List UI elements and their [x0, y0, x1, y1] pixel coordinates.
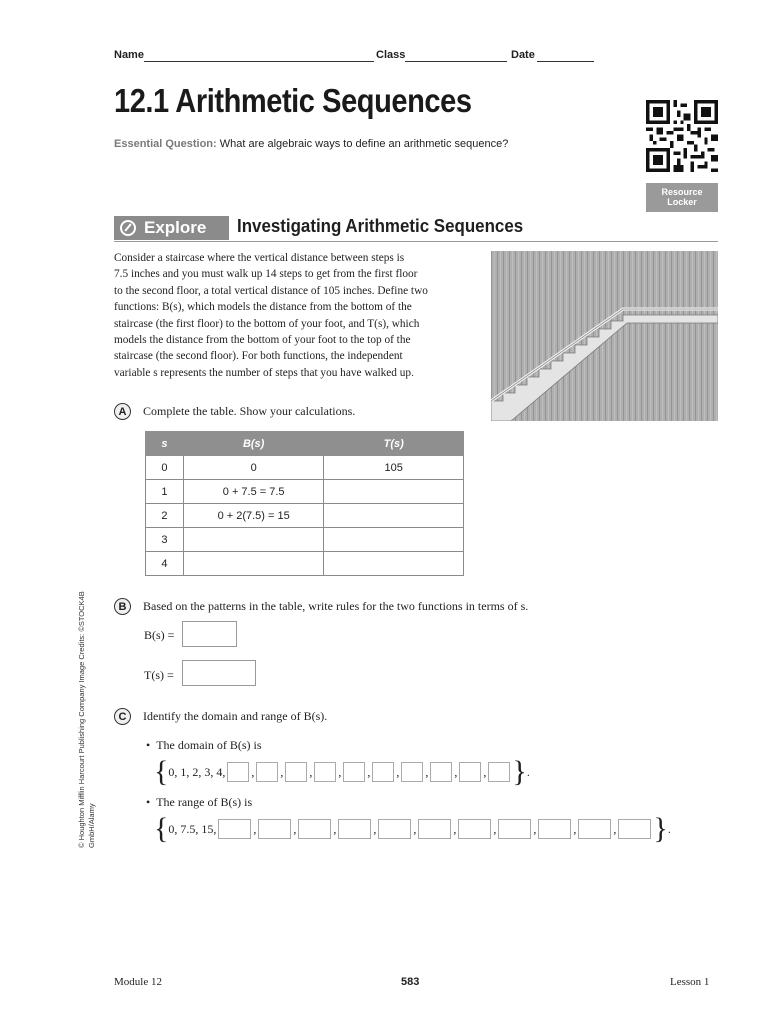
intro-line: functions: B(s), which models the distance from the bottom of the — [114, 301, 412, 314]
table-cell-s: 3 — [146, 528, 184, 552]
table-row — [146, 456, 464, 480]
intro-line: models the distance from the bottom of your foot to the top of the — [114, 334, 411, 347]
range-blank[interactable] — [418, 819, 451, 839]
table-cell-t-input[interactable] — [324, 504, 464, 528]
domain-period: . — [526, 764, 530, 779]
credit-line1: © Houghton Mifflin Harcourt Publishing Company Image Credits: ©STOCK4B — [77, 591, 86, 848]
domain-blank[interactable] — [227, 762, 249, 782]
domain-label: The domain of B(s) is — [156, 738, 262, 752]
range-blank[interactable] — [538, 819, 571, 839]
steps-table — [145, 431, 464, 576]
qr-code-icon[interactable] — [646, 100, 718, 172]
intro-line: staircase (the first floor) to the bottom of your foot, and T(s), which — [114, 317, 420, 330]
date-label: Date — [511, 49, 535, 61]
footer-module: Module 12 — [114, 976, 162, 988]
range-blank[interactable] — [258, 819, 291, 839]
image-credit — [77, 591, 97, 848]
intro-line: Consider a staircase where the vertical distance between steps is — [114, 252, 405, 264]
open-brace: { — [154, 755, 169, 788]
step-c-badge: C — [114, 708, 131, 725]
explore-title: Investigating Arithmetic Sequences — [237, 216, 524, 236]
table-header-s: s — [146, 432, 184, 456]
domain-blank[interactable] — [256, 762, 278, 782]
domain-bullet: • The domain of B(s) is — [146, 738, 262, 752]
open-brace: { — [154, 812, 169, 845]
name-label: Name — [114, 49, 144, 61]
domain-blank[interactable] — [430, 762, 452, 782]
range-label: The range of B(s) is — [156, 795, 253, 809]
name-line[interactable] — [144, 61, 374, 62]
intro-line: 7.5 inches and you must walk up 14 steps to get from the first floor — [114, 268, 418, 281]
domain-blank[interactable] — [343, 762, 365, 782]
range-blank[interactable] — [218, 819, 251, 839]
credit-line2: GmbH/Alamy — [87, 803, 96, 848]
essential-question-label: Essential Question: — [114, 138, 217, 150]
domain-blank[interactable] — [488, 762, 510, 782]
table-cell-t-input[interactable] — [324, 552, 464, 576]
intro-line: to the second floor, a total vertical distance of 105 inches. Define two — [114, 284, 428, 297]
b-function-answer-box[interactable] — [182, 621, 237, 647]
range-blank[interactable] — [458, 819, 491, 839]
essential-question-text: What are algebraic ways to define an arithmetic sequence? — [219, 138, 509, 150]
step-c-prompt: Identify the domain and range of B(s). — [143, 709, 328, 723]
range-start: 0, 7.5, 15, — [168, 821, 217, 836]
table-row — [146, 528, 464, 552]
staircase-photo — [491, 251, 718, 421]
range-blank[interactable] — [298, 819, 331, 839]
step-b-badge: B — [114, 598, 131, 615]
domain-set: { 0, 1, 2, 3, 4, , , , , , , , , , } . — [154, 755, 530, 788]
table-cell-s: 4 — [146, 552, 184, 576]
step-a-prompt: Complete the table. Show your calculations. — [143, 404, 356, 418]
explore-divider — [114, 241, 718, 242]
date-line[interactable] — [537, 61, 594, 62]
resource-locker-line2: Locker — [667, 197, 697, 207]
footer-lesson: Lesson 1 — [670, 976, 710, 988]
table-cell-b-input[interactable] — [183, 552, 324, 576]
t-function-label: T(s) = — [144, 668, 174, 682]
domain-start: 0, 1, 2, 3, 4, — [168, 764, 226, 779]
table-row — [146, 480, 464, 504]
compass-icon — [120, 220, 136, 236]
table-row — [146, 504, 464, 528]
table-cell-t: 105 — [324, 456, 464, 480]
class-line[interactable] — [405, 61, 507, 62]
explore-tab — [114, 216, 229, 240]
table-cell-t-input[interactable] — [324, 480, 464, 504]
table-header-row — [146, 432, 464, 456]
close-brace: } — [653, 812, 668, 845]
table-cell-t-input[interactable] — [324, 528, 464, 552]
intro-line: variable s represents the number of steps that you have walked up. — [114, 366, 414, 379]
intro-paragraph — [114, 250, 474, 381]
table-cell-b: 0 + 7.5 = 7.5 — [183, 480, 324, 504]
essential-question — [114, 138, 508, 150]
lesson-title: 12.1 Arithmetic Sequences — [114, 82, 472, 119]
domain-blank[interactable] — [372, 762, 394, 782]
range-set: { 0, 7.5, 15, , , , , , , , , , , } . — [154, 812, 671, 845]
table-cell-s: 2 — [146, 504, 184, 528]
b-function-label: B(s) = — [144, 628, 175, 642]
range-blank[interactable] — [378, 819, 411, 839]
range-blank[interactable] — [498, 819, 531, 839]
class-label: Class — [376, 49, 406, 61]
step-b-prompt: Based on the patterns in the table, write rules for the two functions in terms of s. — [143, 599, 529, 613]
table-cell-s: 1 — [146, 480, 184, 504]
range-blank[interactable] — [618, 819, 651, 839]
table-cell-s: 0 — [146, 456, 184, 480]
range-bullet: • The range of B(s) is — [146, 795, 253, 809]
domain-blank[interactable] — [401, 762, 423, 782]
table-cell-b: 0 — [183, 456, 324, 480]
intro-line: staircase (the second floor). For both functions, the independent — [114, 350, 403, 363]
close-brace: } — [512, 755, 527, 788]
resource-locker-line1: Resource — [661, 187, 703, 197]
explore-tab-label: Explore — [144, 218, 207, 237]
range-blank[interactable] — [578, 819, 611, 839]
range-blank[interactable] — [338, 819, 371, 839]
table-cell-b: 0 + 2(7.5) = 15 — [183, 504, 324, 528]
t-function-answer-box[interactable] — [182, 660, 256, 686]
resource-locker-button[interactable] — [646, 183, 718, 212]
table-header-b: B(s) — [183, 432, 324, 456]
table-row — [146, 552, 464, 576]
step-a-badge: A — [114, 403, 131, 420]
range-period: . — [667, 821, 671, 836]
table-header-t: T(s) — [324, 432, 464, 456]
domain-blank[interactable] — [459, 762, 481, 782]
domain-blank[interactable] — [285, 762, 307, 782]
footer-page-number: 583 — [401, 976, 420, 988]
domain-blank[interactable] — [314, 762, 336, 782]
table-cell-b-input[interactable] — [183, 528, 324, 552]
